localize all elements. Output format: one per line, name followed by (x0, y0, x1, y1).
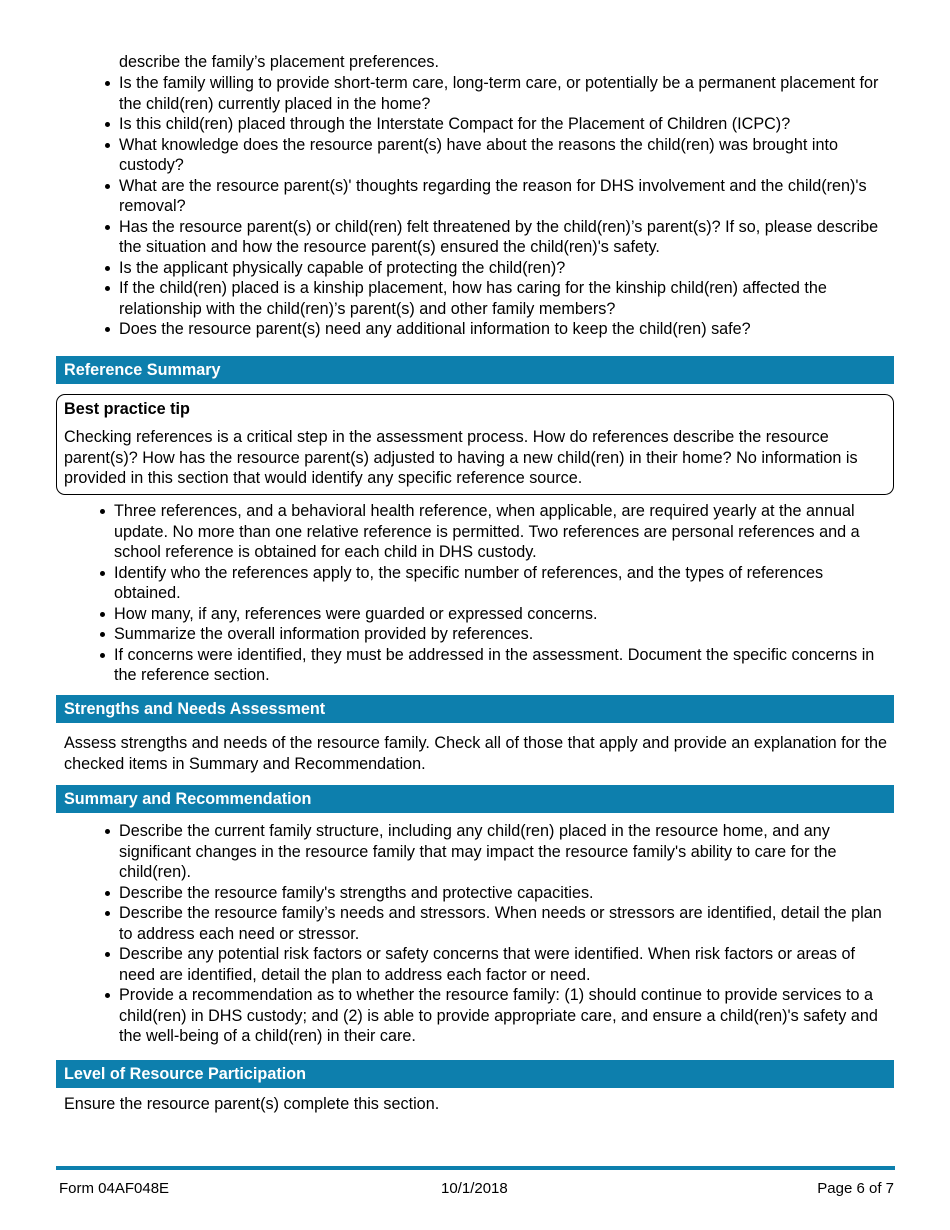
list-item: Is the applicant physically capable of protecting the child(ren)? (119, 258, 889, 279)
list-item: Has the resource parent(s) or child(ren) felt threatened by the child(ren)’s parent(s)? If so, please describe the situation and how the resource parent(s) ensured the child(ren)'s safety. (119, 217, 889, 258)
list-item: Describe the current family structure, including any child(ren) placed in the resource home, and any significant changes in the resource family that may impact the resource family's ability to care for the child(ren). (119, 821, 889, 883)
list-item: How many, if any, references were guarded or expressed concerns. (114, 604, 884, 625)
best-practice-tip-box (56, 394, 894, 495)
intro-bullet-list (119, 73, 889, 340)
list-item: What knowledge does the resource parent(s) have about the reasons the child(ren) was brought into custody? (119, 135, 889, 176)
list-item: Describe the resource family's strengths and protective capacities. (119, 883, 889, 904)
footer-divider (56, 1166, 895, 1170)
strengths-needs-body: Assess strengths and needs of the resource family. Check all of those that apply and provide an explanation for the checked items in Summary and Recommendation. (64, 734, 888, 773)
list-item: Identify who the references apply to, the specific number of references, and the types of references obtained. (114, 563, 884, 604)
list-item: What are the resource parent(s)' thoughts regarding the reason for DHS involvement and the child(ren)'s removal? (119, 176, 889, 217)
resource-participation-body: Ensure the resource parent(s) complete this section. (64, 1095, 440, 1113)
list-item: If concerns were identified, they must be addressed in the assessment. Document the specific concerns in the reference section. (114, 645, 884, 686)
resource-participation-heading: Level of Resource Participation (56, 1060, 894, 1088)
list-item: Describe the resource family’s needs and stressors. When needs or stressors are identified, detail the plan to address each need or stressor. (119, 903, 889, 944)
tip-body: Checking references is a critical step in the assessment process. How do references describe the resource parent(s)? How has the resource parent(s) adjusted to having a new child(ren) in their home? No information is provided in this section that would identify any specific reference source. (64, 428, 858, 487)
summary-recommendation-heading: Summary and Recommendation (56, 785, 894, 813)
strengths-needs-heading: Strengths and Needs Assessment (56, 695, 894, 723)
list-item: Describe any potential risk factors or safety concerns that were identified. When risk factors or areas of need are identified, detail the plan to address each factor or need. (119, 944, 889, 985)
continuation-text: describe the family’s placement preferences. (119, 53, 440, 71)
summary-bullet-list (119, 821, 889, 1047)
list-item: Summarize the overall information provided by references. (114, 624, 884, 645)
list-item: Provide a recommendation as to whether the resource family: (1) should continue to provide services to a child(ren) in DHS custody; and (2) is able to provide appropriate care, and ensure a child(ren)'s safety and the well-being of a child(ren) in their care. (119, 985, 889, 1047)
reference-bullet-list (114, 501, 884, 686)
tip-title: Best practice tip (64, 400, 190, 418)
list-item: Is this child(ren) placed through the Interstate Compact for the Placement of Children (ICPC)? (119, 114, 889, 135)
revision-date: 10/1/2018 (441, 1180, 508, 1197)
form-number: Form 04AF048E (59, 1180, 170, 1197)
list-item: Does the resource parent(s) need any additional information to keep the child(ren) safe? (119, 319, 889, 340)
reference-summary-heading: Reference Summary (56, 356, 894, 384)
page-number: Page 6 of 7 (817, 1180, 894, 1197)
list-item: Three references, and a behavioral health reference, when applicable, are required yearly at the annual update. No more than one relative reference is permitted. Two references are personal references and a school reference is obtained for each child in DHS custody. (114, 501, 884, 563)
list-item: Is the family willing to provide short-term care, long-term care, or potentially be a permanent placement for the child(ren) currently placed in the home? (119, 73, 889, 114)
list-item: If the child(ren) placed is a kinship placement, how has caring for the kinship child(ren) affected the relationship with the child(ren)’s parent(s) and other family members? (119, 278, 889, 319)
